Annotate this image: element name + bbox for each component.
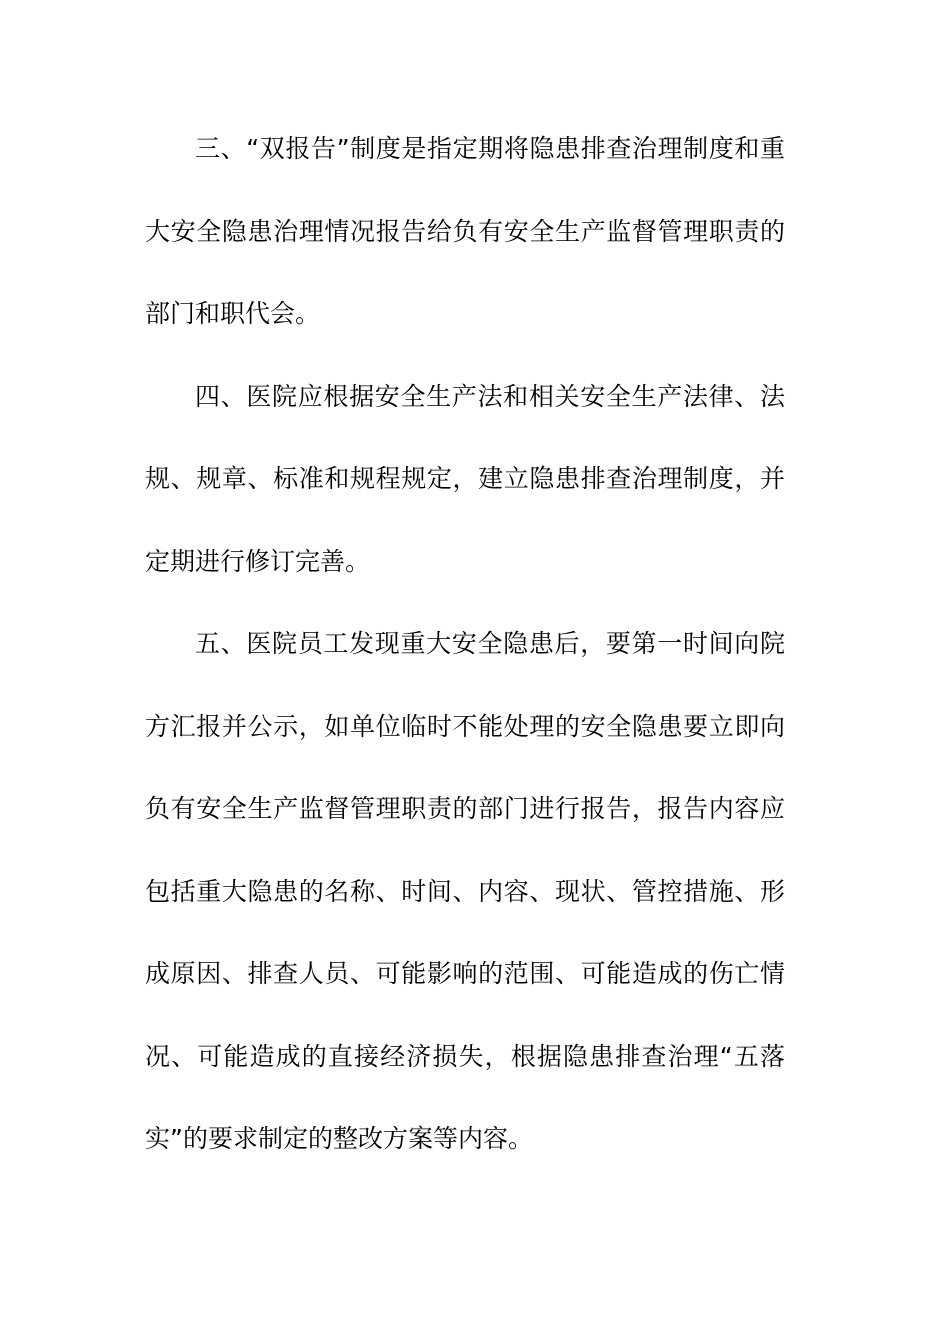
paragraph-3: 三、“双报告”制度是指定期将隐患排查治理制度和重大安全隐患治理情况报告给负有安全生产监督管理职责的部门和职代会。 [145,134,785,328]
paragraph-4: 四、医院应根据安全生产法和相关安全生产法律、法规、规章、标准和规程规定，建立隐患排查治理制度，并定期进行修订完善。 [145,381,785,576]
paragraph-5: 五、医院员工发现重大安全隐患后，要第一时间向院方汇报并公示，如单位临时不能处理的安全隐患要立即向负有安全生产监督管理职责的部门进行报告，报告内容应包括重大隐患的名称、时间、内容、现状、管控措施、形成原因、排查人员、可能影响的范围、可能造成的伤亡情况、可能造成的直接经济损失，根据隐患排查治理“五落实”的要求制定的整改方案等内容。 [145,629,785,1153]
document-page [145,108,785,1181]
